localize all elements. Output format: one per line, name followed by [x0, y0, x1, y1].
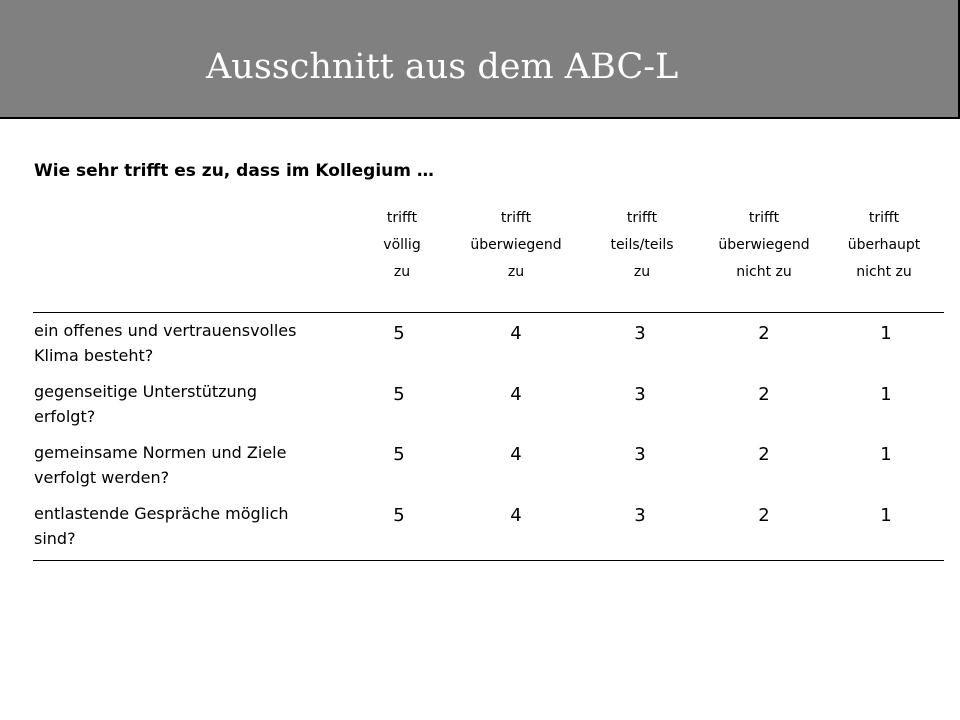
rating-value: 4: [510, 384, 522, 405]
scale-header-5: trifft völlig zu: [383, 210, 421, 280]
scale-header-2: trifft überwiegend nicht zu: [718, 210, 810, 280]
rating-value: 3: [634, 384, 646, 405]
item-text: gemeinsame Normen und Ziele verfolgt werden?: [34, 443, 287, 487]
rating-value: 4: [510, 505, 522, 526]
table-bottom-rule: [33, 560, 944, 561]
slide-title: Ausschnitt aus dem ABC-L: [206, 47, 679, 87]
rating-value: 2: [758, 384, 770, 405]
rating-value: 2: [758, 505, 770, 526]
rating-value: 1: [880, 444, 892, 465]
rating-value: 3: [634, 444, 646, 465]
rating-value: 3: [634, 505, 646, 526]
scale-header-3: trifft teils/teils zu: [610, 210, 674, 280]
scale-header-1: trifft überhaupt nicht zu: [847, 210, 921, 280]
item-text: ein offenes und vertrauensvolles Klima besteht?: [34, 321, 297, 365]
title-bar: [0, 0, 960, 119]
scale-header-4: trifft überwiegend zu: [470, 210, 562, 280]
rating-value: 2: [758, 444, 770, 465]
rating-value: 5: [393, 505, 405, 526]
rating-value: 5: [393, 384, 405, 405]
rating-value: 1: [880, 384, 892, 405]
item-text: entlastende Gespräche möglich sind?: [34, 504, 289, 548]
rating-value: 1: [880, 505, 892, 526]
rating-value: 3: [634, 323, 646, 344]
rating-value: 1: [880, 323, 892, 344]
rating-value: 5: [393, 444, 405, 465]
question-text: Wie sehr trifft es zu, dass im Kollegium …: [34, 161, 434, 181]
rating-value: 2: [758, 323, 770, 344]
table-top-rule: [33, 312, 944, 313]
rating-value: 4: [510, 444, 522, 465]
rating-value: 4: [510, 323, 522, 344]
rating-value: 5: [393, 323, 405, 344]
item-text: gegenseitige Unterstützung erfolgt?: [34, 382, 257, 426]
